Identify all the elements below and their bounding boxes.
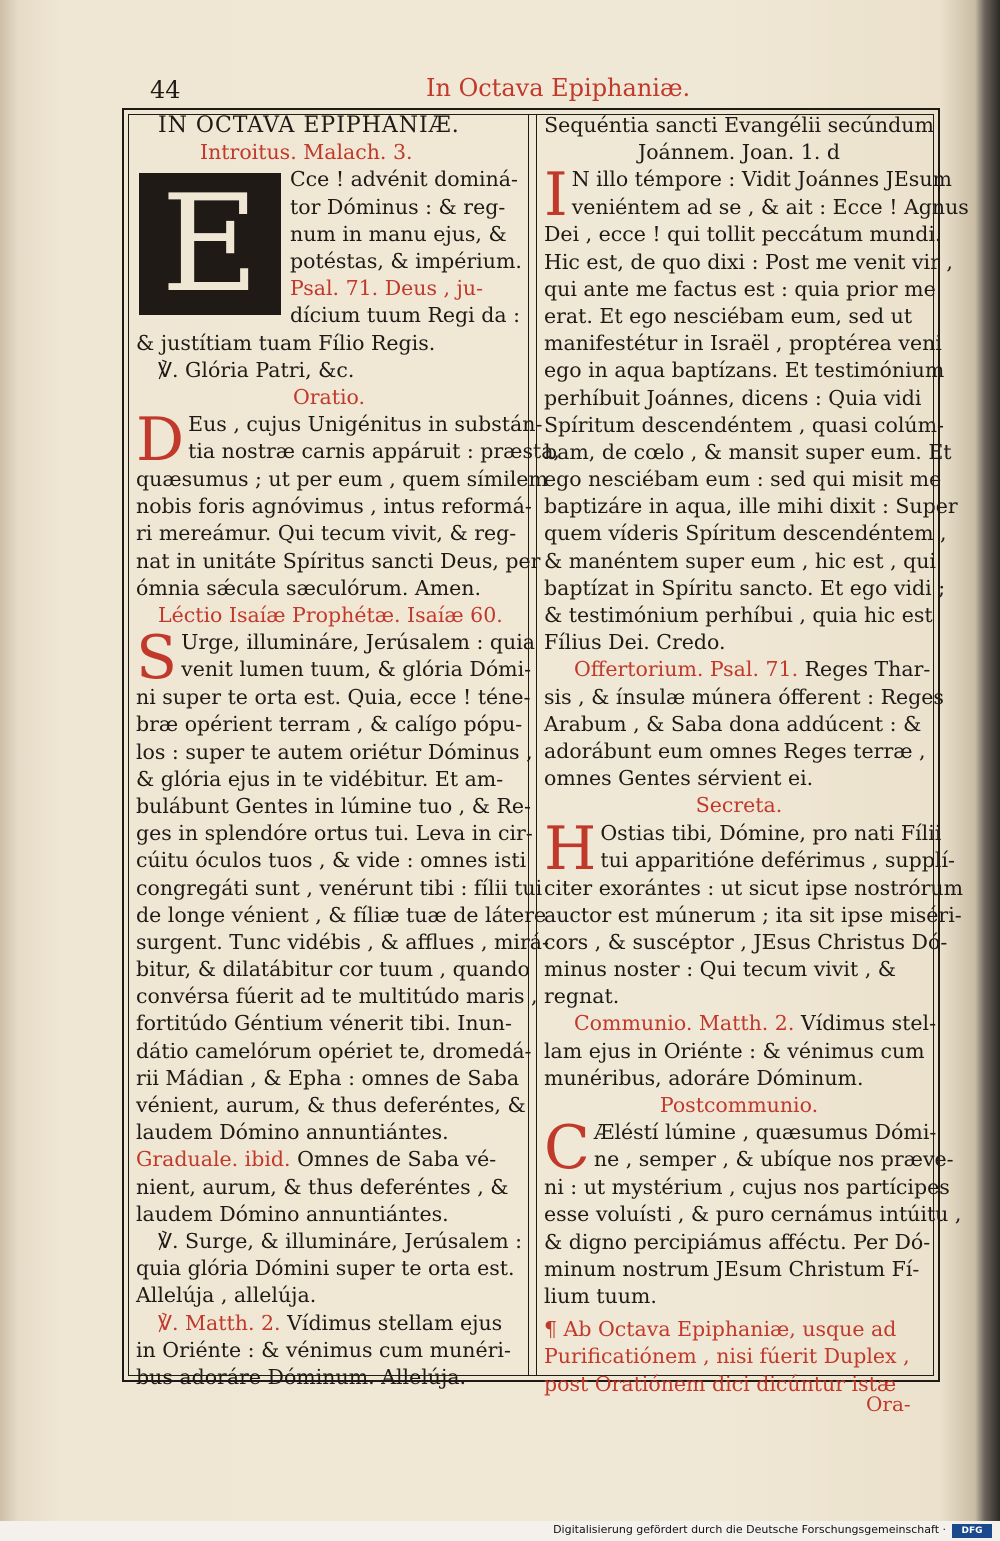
decorated-initial: E xyxy=(136,170,284,318)
secreta-label: Secreta. xyxy=(695,793,783,818)
secreta-line: minus noster : Qui tecum vivit , & xyxy=(544,957,897,982)
sequentia-line: Sequéntia sancti Evangélii secúndum xyxy=(544,113,934,137)
gospel-line: Hic est, de quo dixi : Post me venit vir , xyxy=(544,249,953,274)
secreta-block xyxy=(544,813,964,1011)
gospel-line: & manéntem super eum , hic est , qui xyxy=(544,548,936,573)
oratio-line: Eus , cujus Unigénitus in substán- xyxy=(188,412,543,437)
introit-line: Psal. 71. Deus , ju- xyxy=(290,276,484,301)
lectio-line: fortitúdo Géntium vénerit tibi. Inun- xyxy=(136,1011,512,1036)
lectio-line: bulábunt Gentes in lúmine tuo , & Re- xyxy=(136,793,531,818)
introit-line: dícium tuum Regi da : xyxy=(290,303,521,328)
postcommunio-line: lium tuum. xyxy=(544,1283,657,1308)
introit-label: Introitus. Malach. 3. xyxy=(200,140,413,165)
postcommunio-line: & digno percipiámus afféctu. Per Dó- xyxy=(544,1229,931,1254)
postcommunio-block xyxy=(544,1113,962,1310)
introit-block xyxy=(136,166,522,356)
lectio-line: venit lumen tuum, & glória Dómi- xyxy=(181,657,532,682)
communio-label: Communio. Matth. 2. xyxy=(574,1011,795,1036)
communio-line: Communio. Matth. 2. Vídimus stel- xyxy=(574,1011,936,1036)
right-column xyxy=(544,112,969,1398)
lectio-line: bitur, & dilatábitur cor tuum , quando xyxy=(136,957,530,982)
rubric-line: ¶ Ab Octava Epiphaniæ, usque ad xyxy=(544,1317,897,1342)
communio-line: munéribus, adoráre Dóminum. xyxy=(544,1065,864,1090)
gospel-line: baptízat in Spíritu sancto. Et ego vidi ; xyxy=(544,575,946,600)
lectio-line: de longe vénient , & fíliæ tuæ de látere xyxy=(136,902,547,927)
lectio-line: surgent. Tunc vidébis , & afflues , mirá- xyxy=(136,929,549,954)
offertorium-line: omnes Gentes sérvient ei. xyxy=(544,766,814,791)
offertorium-line: sis , & ínsulæ múnera ófferent : Reges xyxy=(544,684,944,709)
lectio-line: ni super te orta est. Quia, ecce ! téne- xyxy=(136,685,531,710)
page-number: 44 xyxy=(150,76,181,104)
gospel-initial: I xyxy=(544,160,568,231)
lectio-line: ges in splendóre ortus tui. Leva in cir- xyxy=(136,821,533,846)
versicle2-line: bus adoráre Dóminum. Allelúja. xyxy=(136,1364,467,1389)
postcommunio-line: ni : ut mystérium , cujus nos partícipes xyxy=(544,1175,950,1200)
sequentia-line: Joánnem. Joan. 1. d xyxy=(637,140,840,165)
introit-line: num in manu ejus, & xyxy=(290,221,507,246)
oratio-line: nat in unitáte Spíritus sancti Deus, per xyxy=(136,548,541,573)
footer-credit: Digitalisierung gefördert durch die Deutsche Forschungsgemeinschaft · xyxy=(553,1523,946,1536)
postcommunio-line: Æléstí lúmine , quæsumus Dómi- xyxy=(593,1120,937,1145)
postcommunio-initial: C xyxy=(544,1113,590,1184)
gospel-line: erat. Et ego nesciébam eum, sed ut xyxy=(544,303,913,328)
introit-line: Cce ! advénit dominá- xyxy=(290,167,518,192)
rubric-line: post Oratiónem dici dicúntur istæ xyxy=(544,1371,897,1396)
versicle-line: ℣. Surge, & illumináre, Jerúsalem : xyxy=(158,1228,523,1253)
lectio-line: bræ opérient terram , & calígo pópu- xyxy=(136,712,523,737)
lectio-initial: S xyxy=(136,623,178,694)
oratio-line: ómnia sǽcula sæculórum. Amen. xyxy=(136,575,481,600)
oratio-line: ri mereámur. Qui tecum vivit, & reg- xyxy=(136,521,517,546)
gospel-line: Spíritum descendéntem , quasi colúm- xyxy=(544,412,944,437)
lectio-line: Urge, illumináre, Jerúsalem : quia xyxy=(181,630,535,655)
postcommunio-line: minum nostrum JEsum Christum Fí- xyxy=(544,1256,920,1281)
gospel-line: bam, de cœlo , & mansit super eum. Et xyxy=(544,439,952,464)
graduale-label: Graduale. ibid. xyxy=(136,1147,291,1172)
lectio-line: & glória ejus in te vidébitur. Et am- xyxy=(136,766,504,791)
oratio-label: Oratio. xyxy=(292,384,366,409)
lectio-line: dátio camelórum opériet te, dromedá- xyxy=(136,1038,532,1063)
versicle2-line: ℣. Matth. 2. Vídimus stellam ejus xyxy=(158,1310,503,1335)
gospel-line: baptizáre in aqua, ille mihi dixit : Super xyxy=(544,494,958,519)
versicle-line: quia glória Dómini super te orta est. xyxy=(136,1256,515,1281)
postcommunio-line: ne , semper , & ubíque nos præve- xyxy=(593,1147,954,1172)
introit-end: & justítiam tuam Fílio Regis. xyxy=(136,330,436,355)
versicle2-label: ℣. Matth. 2. xyxy=(158,1310,281,1335)
offertorium-label: Offertorium. Psal. 71. xyxy=(574,657,799,682)
lectio-line: vénient, aurum, & thus deferéntes, & xyxy=(136,1093,526,1117)
oratio-line: nobis foris agnóvimus , intus reformá- xyxy=(136,494,532,519)
alleluia-line: Allelúja , allelúja. xyxy=(136,1283,317,1308)
secreta-line: tui apparitióne deférimus , supplí- xyxy=(600,847,955,872)
digitization-footer xyxy=(0,1521,1000,1541)
graduale-line: nient, aurum, & thus deferéntes , & xyxy=(136,1174,509,1199)
introit-line: potéstas, & impérium. xyxy=(290,248,522,273)
gospel-line: manifestétur in Israël , proptérea veni xyxy=(544,331,942,356)
secreta-line: citer exorántes : ut sicut ipse nostrórum xyxy=(544,875,964,900)
communio-line: lam ejus in Oriénte : & vénimus cum xyxy=(544,1038,925,1063)
lectio-line: congregáti sunt , venérunt tibi : fílii tui xyxy=(136,875,543,900)
running-head xyxy=(150,72,940,106)
secreta-line: regnat. xyxy=(544,984,620,1009)
graduale-line: laudem Dómino annuntiántes. xyxy=(136,1201,449,1226)
offertorium-line: Offertorium. Psal. 71. Reges Thar- xyxy=(574,657,931,682)
dfg-logo-icon: DFG xyxy=(952,1524,992,1538)
gospel-line: qui ante me factus est : quia prior me xyxy=(544,276,936,301)
gospel-line: & testimónium perhíbui , quia hic est xyxy=(544,603,933,627)
postcommunio-line: esse voluísti , & puro cernámus intúitu , xyxy=(544,1202,962,1227)
gospel-line: N illo témpore : Vidit Joánnes JEsum xyxy=(571,167,952,192)
graduale-line: Graduale. ibid. Omnes de Saba vé- xyxy=(136,1147,497,1172)
gloria-versicle: ℣. Glória Patri, &c. xyxy=(158,357,355,382)
lectio-label: Léctio Isaíæ Prophétæ. Isaíæ 60. xyxy=(158,603,503,627)
gospel-line: ego in aqua baptízans. Et testimónium xyxy=(544,358,945,383)
secreta-line: cors , & suscéptor , JEsus Christus Dó- xyxy=(544,929,948,954)
postcommunio-label: Postcommunio. xyxy=(659,1093,819,1117)
lectio-line: cúitu óculos tuos , & vide : omnes isti xyxy=(136,848,527,873)
secreta-line: auctor est múnerum ; ita sit ipse miséri- xyxy=(544,902,962,927)
rubric-line: Purificatiónem , nisi fúerit Duplex , xyxy=(544,1344,910,1369)
lectio-block xyxy=(136,623,549,1146)
gospel-line: Fílius Dei. Credo. xyxy=(544,630,726,655)
lectio-line: laudem Dómino annuntiántes. xyxy=(136,1120,449,1145)
section-heading: IN OCTAVA EPIPHANIÆ. xyxy=(158,113,460,138)
left-column xyxy=(136,112,560,1391)
lectio-line: rii Mádian , & Epha : omnes de Saba xyxy=(136,1065,520,1090)
gospel-line: perhíbuit Joánnes, dicens : Quia vidi xyxy=(544,385,922,410)
gospel-line: quem víderis Spíritum descendéntem , xyxy=(544,521,947,546)
gospel-line: Dei , ecce ! qui tollit peccátum mundi. xyxy=(544,222,942,247)
gospel-block xyxy=(544,160,969,656)
offertorium-line: Arabum , & Saba dona addúcent : & xyxy=(544,711,922,736)
offertorium-line: adorábunt eum omnes Reges terræ , xyxy=(544,738,926,763)
gospel-line: veniéntem ad se , & ait : Ecce ! Agnus xyxy=(571,194,969,219)
introit-line: tor Dóminus : & reg- xyxy=(290,194,506,219)
oratio-initial: D xyxy=(136,405,185,476)
catchword: Ora- xyxy=(866,1392,911,1416)
versicle2-line: in Oriénte : & vénimus cum munéri- xyxy=(136,1337,511,1362)
oratio-line: tia nostræ carnis appáruit : præsta, xyxy=(188,439,560,464)
running-title: In Octava Epiphaniæ. xyxy=(426,74,691,102)
secreta-line: Ostias tibi, Dómine, pro nati Fílii xyxy=(600,820,942,845)
lectio-line: convérsa fúerit ad te multitúdo maris , xyxy=(136,984,538,1009)
oratio-line: quæsumus ; ut per eum , quem símilem xyxy=(136,467,548,492)
oratio-block xyxy=(136,405,560,602)
gospel-line: ego nesciébam eum : sed qui misit me xyxy=(544,467,942,492)
secreta-initial: H xyxy=(544,813,597,884)
lectio-line: los : super te autem oriétur Dóminus , xyxy=(136,739,533,764)
